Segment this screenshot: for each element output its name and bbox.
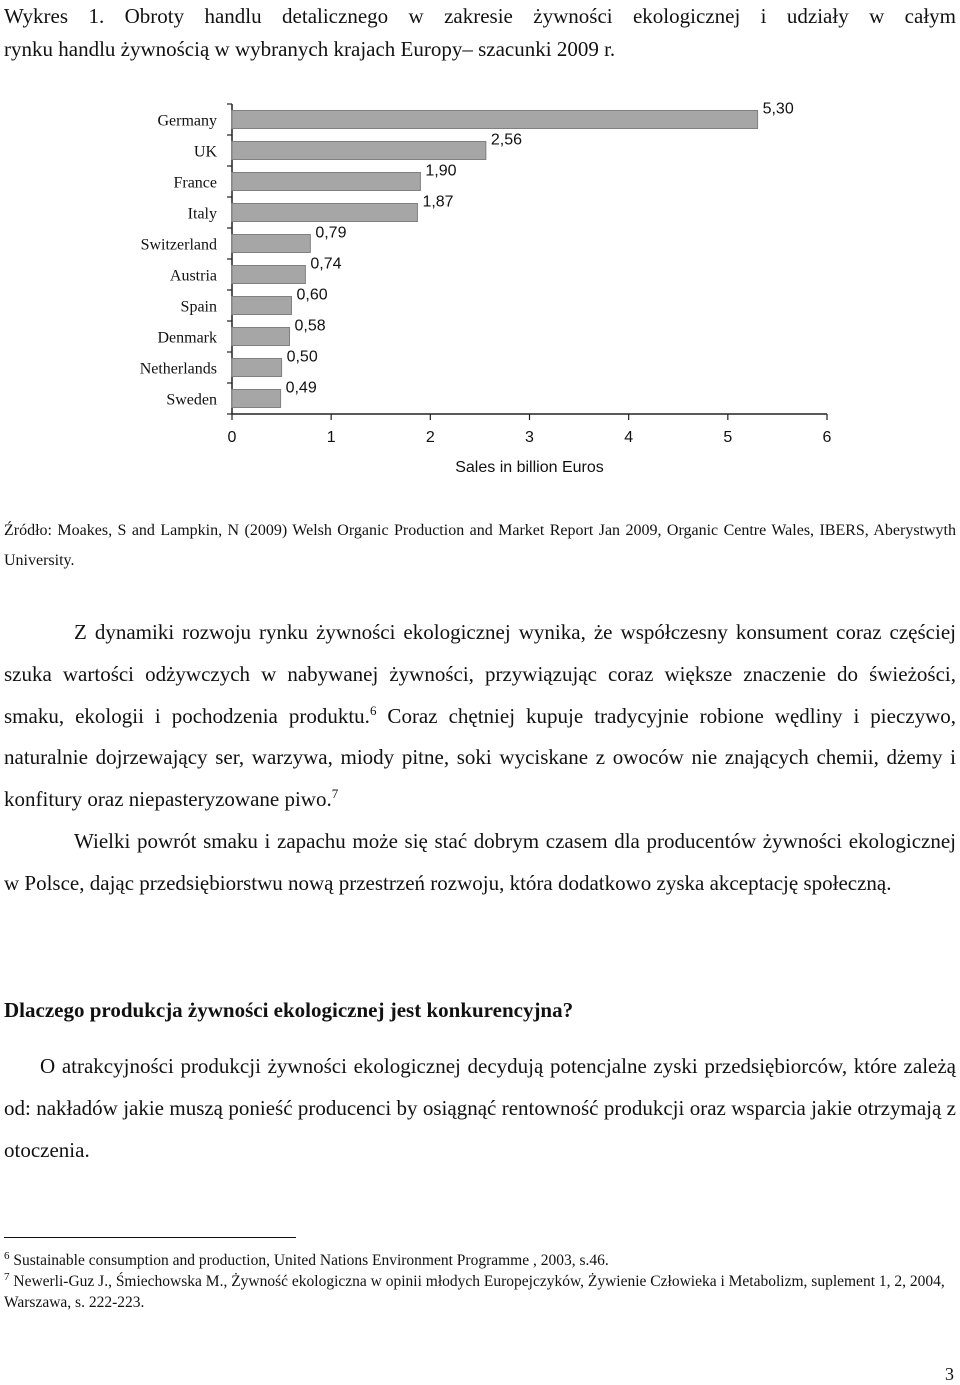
category-label: Germany [157, 112, 217, 130]
footnote-ref-7[interactable]: 7 [331, 786, 339, 802]
footnote-separator [4, 1237, 296, 1238]
footnote-6 [4, 1250, 956, 1271]
value-label: 1,90 [425, 162, 457, 180]
footnote-7-number: 7 [4, 1271, 10, 1283]
category-label: Sweden [166, 391, 217, 409]
value-label: 2,56 [490, 131, 523, 149]
bar [232, 173, 420, 191]
bar [232, 142, 486, 160]
category-label: Switzerland [140, 236, 217, 254]
caption-line-2: rynku handlu żywnością w wybranych krajach Europy– szacunki 2009 r. [4, 37, 616, 61]
x-tick-label: 2 [425, 429, 435, 446]
bar [232, 266, 305, 284]
sales-bar-chart [0, 96, 960, 496]
bar [232, 204, 417, 222]
section-heading: Dlaczego produkcja żywności ekologicznej jest konkurencyjna? [4, 998, 574, 1022]
x-tick-label: 5 [723, 429, 733, 446]
footnote-6-text: Sustainable consumption and production, United Nations Environment Programme , 2003, s.46. [13, 1252, 609, 1269]
paragraph-1-text-b: Coraz chętniej kupuje tradycyjnie robione wędliny i pieczywo, naturalnie dojrzewający ser, warzywa, miody pitne, soki wyciskane z owoców nie znających chemii, dżemy i konfitury oraz niepasteryzowane piwo. [4, 703, 956, 812]
value-label: 1,87 [422, 193, 454, 211]
value-label: 5,30 [762, 100, 794, 118]
source-note: Źródło: Moakes, S and Lampkin, N (2009) Welsh Organic Production and Market Report Jan 2009, Organic Centre Wales, IBERS, Aberystwyth University. [4, 522, 956, 569]
bar [232, 359, 282, 377]
x-axis-title: Sales in billion Euros [455, 459, 604, 476]
value-label: 0,79 [315, 224, 347, 242]
x-tick-label: 6 [822, 429, 832, 446]
x-tick-label: 3 [525, 429, 534, 446]
footnotes [4, 1250, 956, 1313]
bar [232, 297, 292, 315]
x-tick-label: 4 [624, 429, 634, 446]
category-label: UK [193, 143, 217, 161]
footnote-7-text: Newerli-Guz J., Śmiechowska M., Żywność ekologiczna w opinii młodych Europejczyków, Żywienie Człowieka i Metabolizm, suplement 1, 2, 2004, Warszawa, s. 222-223. [4, 1273, 945, 1311]
figure-caption [4, 0, 956, 66]
value-label: 0,49 [285, 379, 317, 397]
value-label: 0,74 [310, 255, 342, 273]
x-tick-label: 1 [326, 429, 336, 446]
category-label: Netherlands [139, 360, 217, 378]
category-label: Denmark [157, 329, 217, 347]
value-label: 0,50 [286, 348, 318, 366]
value-label: 0,60 [296, 286, 328, 304]
page-number: 3 [945, 1364, 954, 1384]
category-label: Spain [180, 298, 217, 316]
bar [232, 111, 758, 129]
value-label: 0,58 [294, 317, 326, 335]
caption-line-1: Wykres 1. Obroty handlu detalicznego w zakresie żywności ekologicznej i udziały w całym [4, 4, 956, 28]
category-label: Austria [169, 267, 217, 285]
paragraph-1-text-a: Z dynamiki rozwoju rynku żywności ekologicznej wynika, że współczesny konsument coraz częściej szuka wartości odżywczych w nabywanej żywności, przywiązując coraz większe znaczenie do świeżości, smaku, ekologii i pochodzenia produktu. [4, 620, 956, 728]
footnote-6-number: 6 [4, 1250, 10, 1262]
category-label: France [173, 174, 217, 192]
bar [232, 235, 310, 253]
footnote-ref-6[interactable]: 6 [369, 702, 377, 718]
footnote-7 [4, 1271, 956, 1313]
paragraph-3-text: O atrakcyjności produkcji żywności ekologicznej decydują potencjalne zyski przedsiębiorców, które zależą od: nakładów jakie muszą ponieść producenci by osiągnąć rentowność produkcji oraz wsparcia jakie otrzymają z otoczenia. [4, 1054, 956, 1162]
category-label: Italy [187, 205, 217, 223]
paragraph-2-text: Wielki powrót smaku i zapachu może się stać dobrym czasem dla producentów żywności ekologicznej w Polsce, dając przedsiębiorstwu nową przestrzeń rozwoju, która dodatkowo zyska akceptację społeczną. [4, 828, 956, 895]
paragraph-3 [4, 1046, 956, 1171]
bar [232, 328, 290, 346]
paragraph-1 [4, 612, 956, 905]
bar [232, 390, 281, 408]
x-tick-label: 0 [227, 429, 237, 446]
